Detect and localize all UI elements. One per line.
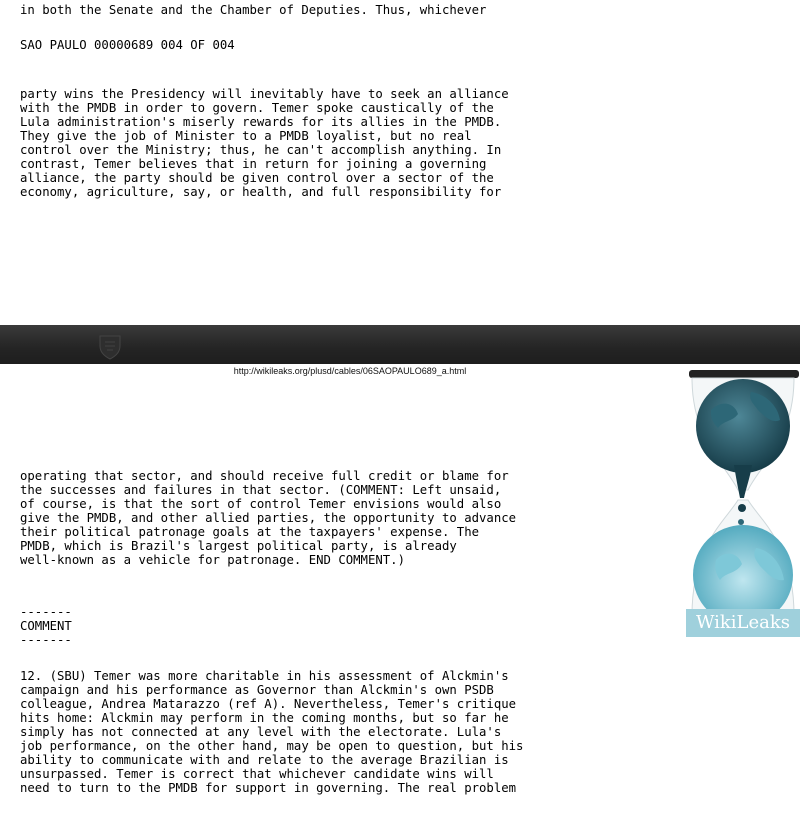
cable-paragraph: party wins the Presidency will inevitably have to seek an alliance with the PMDB in order to govern. Temer spoke caustically of the Lula administration's miserly rewards for its allies in the PMDB. They give the job of Minister to a PMDB loyalist, but no real control over the Ministry; thus, he can't accomplish anything. In contrast, Temer believes that in return for joining a governing alliance, the party should be given control over a sector of the economy, agriculture, say, or health, and full responsibility for [20, 87, 509, 199]
cable-paragraph: 12. (SBU) Temer was more charitable in his assessment of Alckmin's campaign and his performance as Governor than Alckmin's own PSDB colleague, Andrea Matarazzo (ref A). Nevertheless, Temer's critique hits home: Alckmin may perform in the coming months, but so far he simply has not connected at any level with the electorate. Lula's job performance, on the other hand, may be open to question, but his ability to communicate with and relate to the average Brazilian is unsurpassed. Temer is correct that whichever candidate wins will need to turn to the PMDB for support in governing. The real problem [20, 669, 524, 795]
cable-reference-line: SAO PAULO 00000689 004 OF 004 [20, 38, 235, 52]
wikileaks-logo [686, 370, 800, 636]
comment-heading: ------- COMMENT ------- [20, 605, 72, 647]
wikileaks-logo-text: WikiLeaks [686, 609, 800, 637]
source-url[interactable]: http://wikileaks.org/plusd/cables/06SAOPAULO689_a.html [233, 366, 467, 376]
shield-icon [98, 334, 122, 360]
cable-text-top: in both the Senate and the Chamber of Deputies. Thus, whichever [20, 3, 487, 17]
cable-paragraph: operating that sector, and should receive full credit or blame for the successes and failures in that sector. (COMMENT: Left unsaid, of course, is that the sort of control Temer envisions would also give the PMDB, and other allied parties, the opportunity to advance their political patronage goals at the taxpayers' expense. The PMDB, which is Brazil's largest political party, is already well-known as a vehicle for patronage. END COMMENT.) [20, 469, 517, 567]
